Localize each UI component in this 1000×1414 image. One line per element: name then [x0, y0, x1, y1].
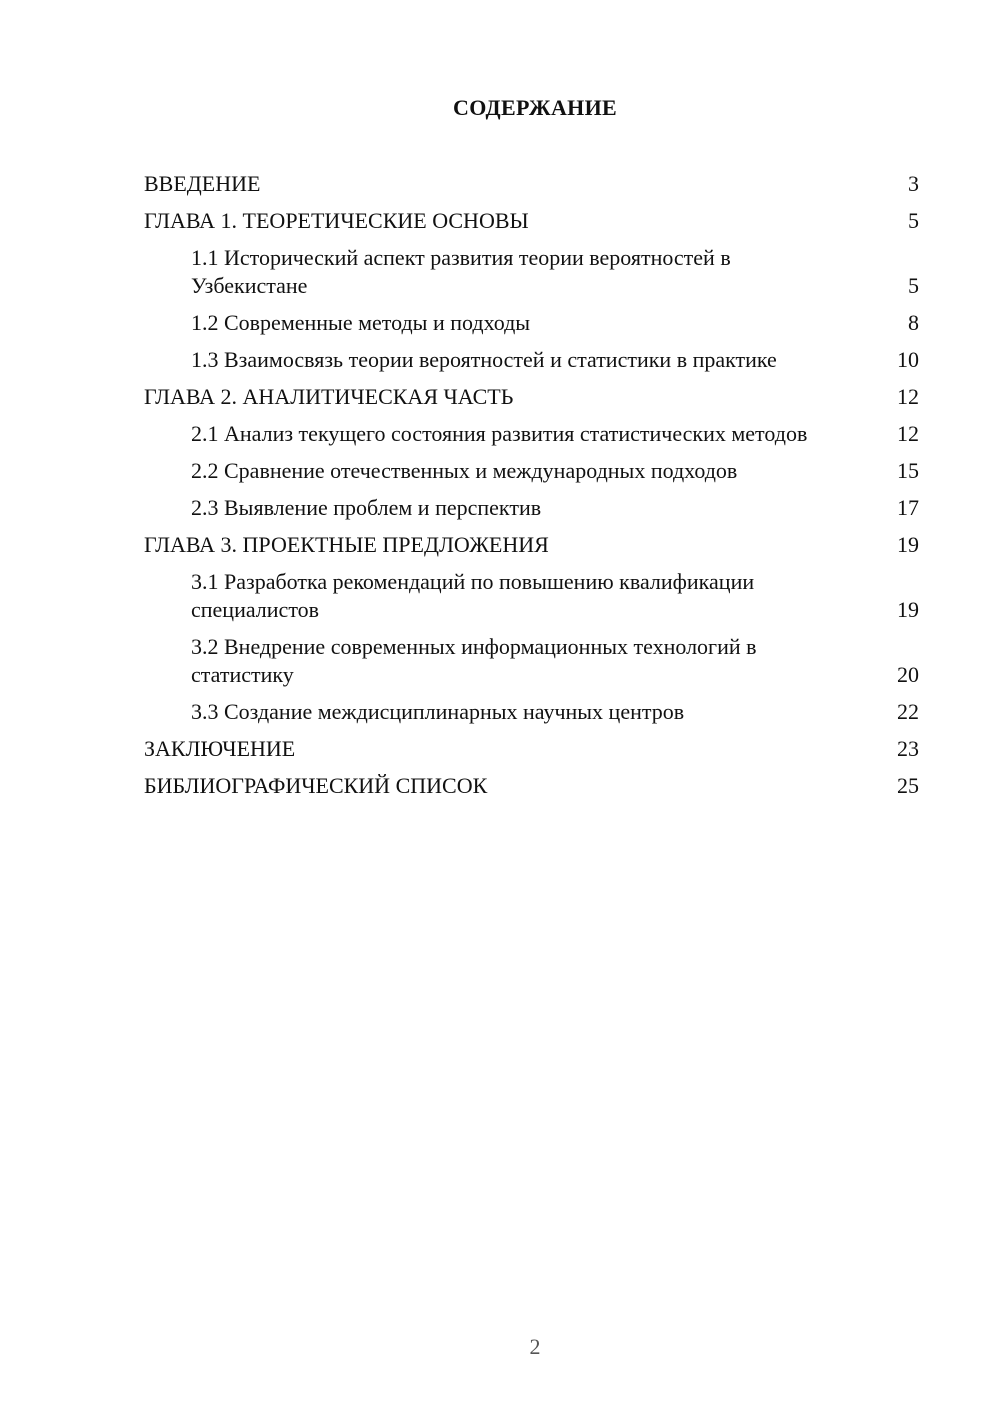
toc-entry-page: 19 — [897, 532, 919, 557]
toc-entry-title: 2.1 Анализ текущего состояния развития статистических методов — [191, 421, 808, 446]
toc-entry[interactable] — [144, 568, 919, 624]
page-number: 2 — [529, 1334, 541, 1359]
toc-entry-page: 23 — [897, 736, 919, 761]
toc-entry[interactable] — [144, 346, 919, 374]
toc-entry-title: ЗАКЛЮЧЕНИЕ — [144, 736, 296, 761]
toc-entry-title: ГЛАВА 1. ТЕОРЕТИЧЕСКИЕ ОСНОВЫ — [144, 208, 529, 233]
toc-entry-page: 3 — [908, 171, 919, 196]
toc-entry[interactable] — [144, 170, 919, 198]
toc-entry-title: 3.3 Создание междисциплинарных научных центров — [191, 699, 685, 724]
toc-entry-title: 1.2 Современные методы и подходы — [191, 310, 531, 335]
toc-entry-page: 12 — [897, 384, 919, 409]
page-title: СОДЕРЖАНИЕ — [453, 95, 617, 120]
toc-entry[interactable] — [144, 420, 919, 448]
toc-entry[interactable] — [144, 244, 919, 300]
toc-entry[interactable] — [144, 531, 919, 559]
toc-entry-page: 8 — [908, 310, 919, 335]
toc-entry[interactable] — [144, 633, 919, 689]
toc-entry-title: БИБЛИОГРАФИЧЕСКИЙ СПИСОК — [144, 773, 488, 798]
toc-entry[interactable] — [144, 383, 919, 411]
toc-entry[interactable] — [144, 207, 919, 235]
toc-entry-page: 22 — [897, 699, 919, 724]
toc-entry-page: 19 — [897, 597, 919, 622]
toc-entry[interactable] — [144, 457, 919, 485]
toc-entry-title: 1.3 Взаимосвязь теории вероятностей и статистики в практике — [191, 347, 777, 372]
toc-entry[interactable] — [144, 309, 919, 337]
toc-entry-page: 15 — [897, 458, 919, 483]
toc-entry-title: 3.1 Разработка рекомендаций по повышению квалификации специалистов — [191, 569, 755, 622]
toc-entry-page: 5 — [908, 273, 919, 298]
toc-entry[interactable] — [144, 494, 919, 522]
toc-entry-title: ВВЕДЕНИЕ — [144, 171, 261, 196]
toc-entry-page: 20 — [897, 662, 919, 687]
table-of-contents — [144, 170, 919, 809]
toc-entry-page: 10 — [897, 347, 919, 372]
toc-entry-title: ГЛАВА 2. АНАЛИТИЧЕСКАЯ ЧАСТЬ — [144, 384, 514, 409]
toc-entry-page: 5 — [908, 208, 919, 233]
toc-entry-page: 17 — [897, 495, 919, 520]
toc-entry-title: 1.1 Исторический аспект развития теории вероятностей в Узбекистане — [191, 245, 731, 298]
toc-entry-title: 3.2 Внедрение современных информационных технологий в статистику — [191, 634, 757, 687]
toc-entry[interactable] — [144, 698, 919, 726]
toc-entry-page: 12 — [897, 421, 919, 446]
toc-entry-title: ГЛАВА 3. ПРОЕКТНЫЕ ПРЕДЛОЖЕНИЯ — [144, 532, 549, 557]
toc-entry-page: 25 — [897, 773, 919, 798]
toc-entry-title: 2.3 Выявление проблем и перспектив — [191, 495, 542, 520]
toc-entry[interactable] — [144, 735, 919, 763]
toc-entry[interactable] — [144, 772, 919, 800]
toc-entry-title: 2.2 Сравнение отечественных и международных подходов — [191, 458, 738, 483]
